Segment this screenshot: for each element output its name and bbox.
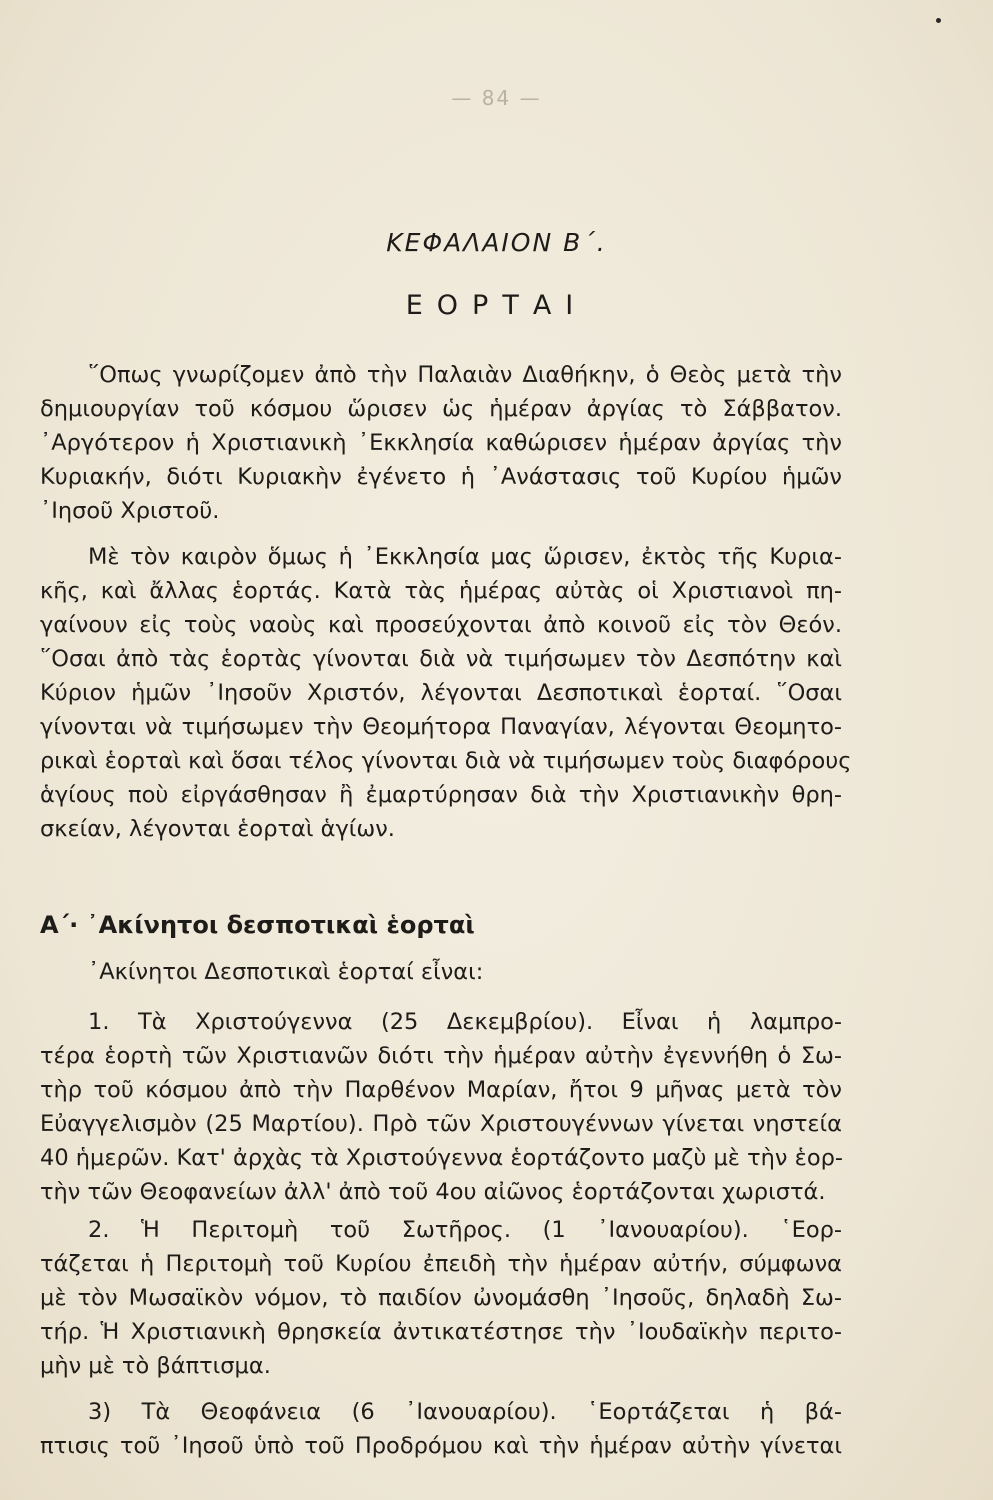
chapter-title: ΕΟΡΤΑΙ bbox=[405, 290, 588, 321]
text-line: μὲ τὸν Μωσαϊκὸν νόμον, τὸ παιδίον ὠνομάσθη ᾿Ιησοῦς, δηλαδὴ Σω- bbox=[40, 1285, 842, 1311]
chapter-heading: ΚΕΦΑΛΑΙΟΝ Β΄. bbox=[386, 228, 607, 257]
text-line: Μὲ τὸν καιρὸν ὅμως ἡ ᾿Εκκλησία μας ὥρισεν, ἐκτὸς τῆς Κυρια- bbox=[88, 544, 842, 570]
text-line: τάζεται ἡ Περιτομὴ τοῦ Κυρίου ἐπειδὴ τὴν ἡμέραν αὐτήν, σύμφωνα bbox=[40, 1251, 842, 1277]
section-intro: ᾿Ακίνητοι Δεσποτικαὶ ἑορταί εἶναι: bbox=[88, 959, 484, 985]
text-line: 40 ἡμερῶν. Κατ' ἀρχὰς τὰ Χριστούγεννα ἑορτάζοντο μαζὺ μὲ τὴν ἑορ- bbox=[40, 1145, 843, 1171]
text-line: τὴρ τοῦ κόσμου ἀπὸ τὴν Παρθένον Μαρίαν, ἤτοι 9 μῆνας μετὰ τὸν bbox=[40, 1077, 842, 1103]
text-line: ρικαὶ ἑορταὶ καὶ ὅσαι τέλος γίνονται διὰ νὰ τιμήσωμεν τοὺς διαφόρους bbox=[40, 748, 852, 774]
text-line: Κυριακήν, διότι Κυριακὴν ἐγένετο ἡ ᾿Ανάστασις τοῦ Κυρίου ἡμῶν bbox=[40, 464, 842, 490]
text-line: μὴν μὲ τὸ βάπτισμα. bbox=[40, 1353, 271, 1379]
text-line: 1. Τὰ Χριστούγεννα (25 Δεκεμβρίου). Εἶναι ἡ λαμπρο- bbox=[88, 1009, 842, 1035]
text-line: τὴν τῶν Θεοφανείων ἀλλ' ἀπὸ τοῦ 4ου αἰῶνος ἑορτάζονται χωριστά. bbox=[40, 1179, 826, 1205]
text-line: ἁγίους ποὺ εἰργάσθησαν ἢ ἐμαρτύρησαν διὰ τὴν Χριστιανικὴν θρη- bbox=[40, 782, 842, 808]
text-line: ᾿Ιησοῦ Χριστοῦ. bbox=[40, 498, 220, 524]
text-line: 2. Ἡ Περιτομὴ τοῦ Σωτῆρος. (1 ᾿Ιανουαρίου). ῾Εορ- bbox=[88, 1217, 842, 1243]
text-line: Εὐαγγελισμὸν (25 Μαρτίου). Πρὸ τῶν Χριστουγέννων γίνεται νηστεία bbox=[40, 1111, 842, 1137]
text-line: κῆς, καὶ ἄλλας ἑορτάς. Κατὰ τὰς ἡμέρας αὐτὰς οἱ Χριστιανοὶ πη- bbox=[40, 578, 842, 604]
text-line: ῞Οπως γνωρίζομεν ἀπὸ τὴν Παλαιὰν Διαθήκην, ὁ Θεὸς μετὰ τὴν bbox=[88, 362, 842, 388]
ink-dot bbox=[936, 18, 941, 23]
text-line: ᾿Αργότερον ἡ Χριστιανικὴ ᾿Εκκλησία καθώρισεν ἡμέραν ἀργίας τὴν bbox=[40, 430, 842, 456]
text-line: 3) Τὰ Θεοφάνεια (6 ᾿Ιανουαρίου). ῾Εορτάζεται ἡ βά- bbox=[88, 1399, 842, 1425]
section-heading: Α΄· ᾿Ακίνητοι δεσποτικαὶ ἑορταὶ bbox=[40, 911, 475, 939]
text-line: σκείαν, λέγονται ἑορταὶ ἁγίων. bbox=[40, 816, 395, 842]
text-line: τέρα ἑορτὴ τῶν Χριστιανῶν διότι τὴν ἡμέραν αὐτὴν ἐγεννήθη ὁ Σω- bbox=[40, 1043, 842, 1069]
text-line: τήρ. Ἡ Χριστιανικὴ θρησκεία ἀντικατέστησε τὴν ᾿Ιουδαϊκὴν περιτο- bbox=[40, 1319, 842, 1345]
text-line: δημιουργίαν τοῦ κόσμου ὥρισεν ὡς ἡμέραν ἀργίας τὸ Σάββατον. bbox=[40, 396, 842, 422]
text-line: Κύριον ἡμῶν ᾿Ιησοῦν Χριστόν, λέγονται Δεσποτικαὶ ἑορταί. ῞Οσαι bbox=[40, 680, 842, 706]
text-line: γαίνουν εἰς τοὺς ναοὺς καὶ προσεύχονται ἀπὸ κοινοῦ εἰς τὸν Θεόν. bbox=[40, 612, 842, 638]
text-line: ῞Οσαι ἀπὸ τὰς ἑορτὰς γίνονται διὰ νὰ τιμήσωμεν τὸν Δεσπότην καὶ bbox=[40, 646, 842, 672]
text-line: γίνονται νὰ τιμήσωμεν τὴν Θεομήτορα Παναγίαν, λέγονται Θεομητο- bbox=[40, 714, 842, 740]
text-line: πτισις τοῦ ᾿Ιησοῦ ὑπὸ τοῦ Προδρόμου καὶ τὴν ἡμέραν αὐτὴν γίνεται bbox=[40, 1433, 842, 1459]
page-number: — 84 — bbox=[451, 86, 542, 110]
